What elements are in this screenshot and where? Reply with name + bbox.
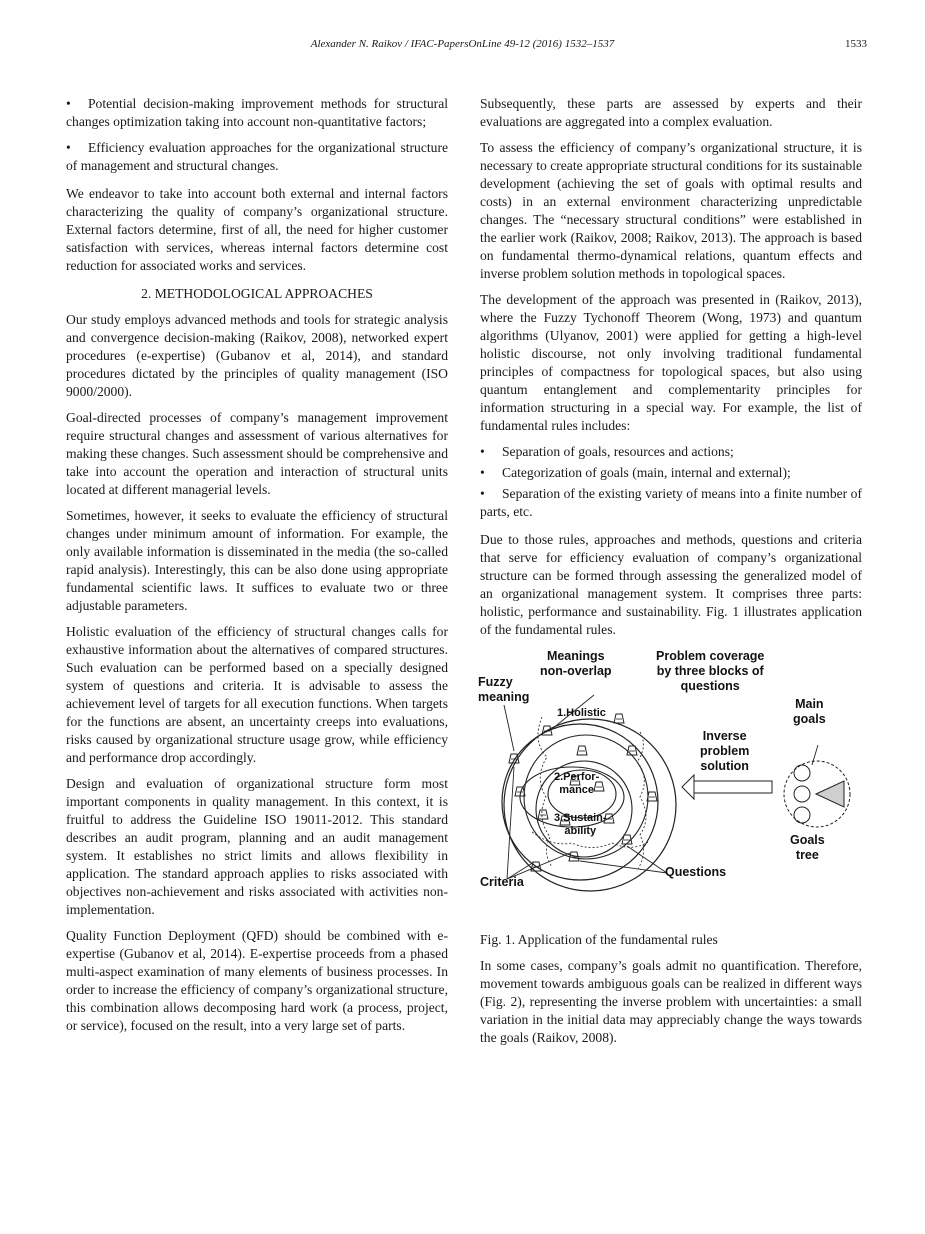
paragraph: Quality Function Deployment (QFD) should be combined with e-expertise (Gubanov et al, 2014). E-expertise proceeds from a phased multi-aspect examination of many elements of business processes. In order to increase the efficiency of company’s organizational structure, this combination allows decomposing hard work (a process, project, or service), focused on the result, into a very large set of parts. [66,928,448,1033]
paragraph: Holistic evaluation of the efficiency of structural changes calls for exhaustive information about the alternatives of compared structures. Such evaluation can be performed based on a specially designed system of questions and criteria. It is advisable to assess the achievement level of targets for all execution functions. When targets for the functions are absent, an uncertainty creeps into evaluations, risks caused by organizational structure usage grow, while efficiency and performance drop accordingly. [66,624,448,765]
paragraph: Due to those rules, approaches and methods, questions and criteria that serve for efficiency evaluation of company’s organizational structure can be formed through assessing the generalized model of an organizational management system. It comprises three parts: holistic, performance and sustainability. Fig. 1 illustrates application of the fundamental rules. [480,532,862,637]
main-goals-pointer [812,745,818,765]
figure-caption: Fig. 1. Application of the fundamental rules [480,932,718,947]
outer-circle [504,719,676,891]
left-column [66,95,448,1043]
bullet-item [480,443,862,461]
label-performance: 2.Perfor- mance [554,771,600,796]
question-icon [538,810,548,819]
label-questions: Questions [665,865,727,879]
figure-1 [472,647,864,927]
bullet-item [480,485,862,521]
bullet-text: Efficiency evaluation approaches for the organizational structure of management and structural changes. [66,140,448,173]
bullet-icon: • [480,486,485,501]
bullet-item [480,464,862,482]
page-number: 1533 [845,38,867,50]
question-icon [622,835,632,844]
bullet-icon: • [480,465,485,480]
paragraph: Subsequently, these parts are assessed by experts and their evaluations are aggregated into a complex evaluation. [480,96,862,129]
arrow-body [694,781,772,793]
label-fuzzy: Fuzzy meaning [478,675,530,704]
arrow-head [682,775,694,799]
bullet-item [66,95,448,131]
fuzzy-boundary-left [538,717,552,867]
running-title: Alexander N. Raikov / IFAC-PapersOnLine 49-12 (2016) 1532–1537 [310,38,615,50]
label-goals-tree: Goals tree [790,833,825,862]
paragraph: The development of the approach was presented in (Raikov, 2013), where the Fuzzy Tychonoff Theorem (Wong, 1973) and quantum algorithms (Ulyanov, 2001) were applied for getting a high-level holistic discourse, not only involving traditional fundamental principles of compactness for topological spaces, but also using quantum entanglement and complementarity principles for information structuring in a special way. For example, the list of fundamental rules includes: [480,292,862,433]
label-holistic: 1.Holistic [557,707,606,719]
question-icon [614,714,624,723]
paragraph: Goal-directed processes of company’s management improvement require structural changes and assessment of various alternatives for making these changes. Such assessment should be comprehensive and take into account the operation and interaction of structural units located at different managerial levels. [66,410,448,497]
paragraph: To assess the efficiency of company’s organizational structure, it is necessary to create appropriate structural conditions for its sustainable development (achieving the set of goals with optimal results and costs) in an external environment characterizing unpredictable changes. The “necessary structural conditions” were established in the earlier work (Raikov, 2008; Raikov, 2013). The approach is based on fundamental thermo-dynamical relations, quantum effects and inverse problem solution methods in topological spaces. [480,140,862,281]
main-goal-triangle [816,781,844,807]
goal-node [794,765,810,781]
paragraph-intro: We endeavor to take into account both external and internal factors characterizing the quality of company’s organizational structure. External factors determine, first of all, the need for higher customer satisfaction with services, whereas internal factors determine cost reduction for associated works and services. [66,186,448,273]
bullet-icon: • [66,96,71,111]
label-coverage: Problem coverage by three blocks of questions [656,649,765,693]
label-inverse: Inverse problem solution [700,729,750,773]
bullet-icon: • [480,444,485,459]
goal-node [794,807,810,823]
bullet-item [66,139,448,175]
fuzzy-boundary-right [637,732,646,869]
label-criteria: Criteria [480,875,524,889]
bullet-text: Potential decision-making improvement methods for structural changes optimization taking into account non-quantitative factors; [66,96,448,129]
label-main-goals: Main goals [793,697,826,726]
right-column [480,95,862,1055]
question-icon [509,754,519,763]
paragraph: Design and evaluation of organizational structure form most important components in quality management. In this context, it is fruitful to address the Guideline ISO 19011-2012. This standard describes an audit program, planning and an audit management system. It establishes no strict limits and allows flexibility in application. The standard approach applies to risks associated with objectives non-achievement and risks associated with activities non-implementation. [66,776,448,917]
bullet-icon: • [66,140,71,155]
question-icon [627,746,637,755]
bullet-text: Separation of goals, resources and actions; [502,444,734,459]
bullet-text: Categorization of goals (main, internal and external); [502,465,791,480]
fuzzy-pointer [504,705,514,751]
paragraph: Our study employs advanced methods and tools for strategic analysis and convergence decision-making (Raikov, 2008), networked expert procedures (e-expertise) (Gubanov et al, 2014), and standard procedures dictated by the principles of quality management (ISO 9000/2000). [66,312,448,399]
label-sustainability: 3.Sustain- ability [554,812,607,837]
question-icon [647,792,657,801]
criteria-pointer [507,767,514,879]
label-meanings: Meanings non-overlap [540,649,612,678]
paragraph: Sometimes, however, it seeks to evaluate the efficiency of structural changes under minimum amount of information. For example, the only available information is disseminated in the media (the so-called rapid analysis). Interestingly, this can be also done using appropriate fundamental scientific laws. It suffices to evaluate two or three adjustable parameters. [66,508,448,613]
bullet-text: Separation of the existing variety of means into a finite number of parts, etc. [480,486,862,519]
paragraph: In some cases, company’s goals admit no quantification. Therefore, movement towards ambiguous goals can be realized in different ways (Fig. 2), representing the inverse problem with uncertainties: a small variation in the initial data may appreciably change the ways towards the goals (Raikov, 2008). [480,958,862,1045]
running-header [0,38,925,56]
section-title: 2. METHODOLOGICAL APPROACHES [141,286,373,301]
problem-coverage-circle [524,735,648,859]
goal-node [794,786,810,802]
question-icon [577,746,587,755]
